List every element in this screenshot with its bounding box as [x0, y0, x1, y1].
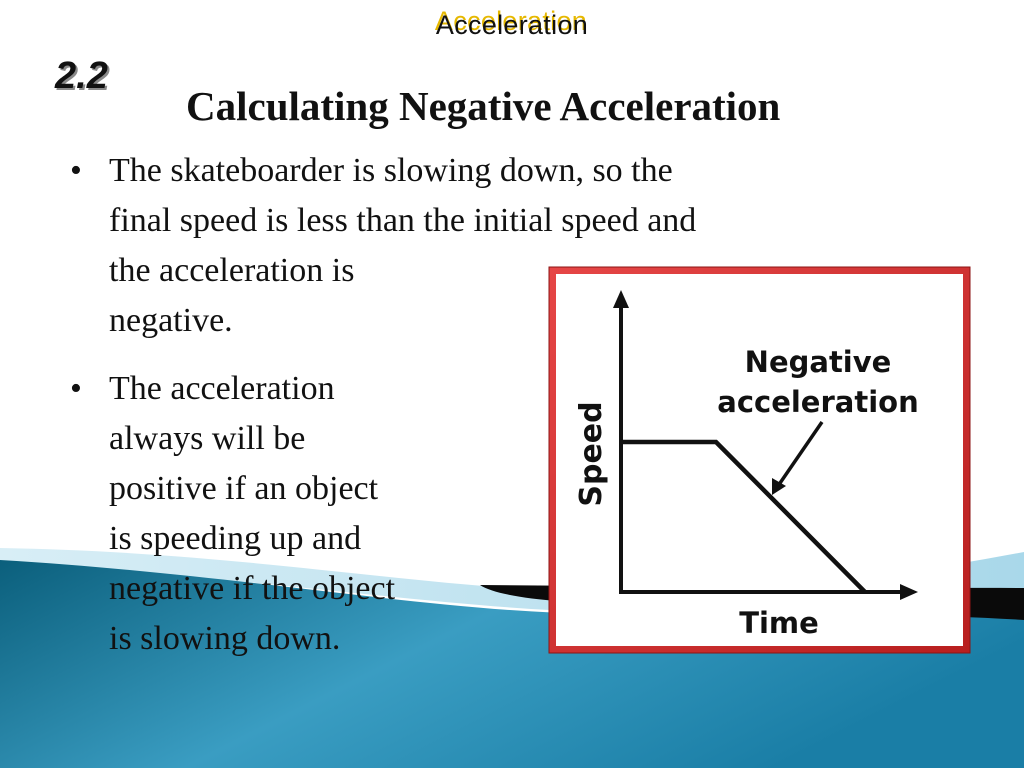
bullet-line: final speed is less than the initial speed and [109, 202, 697, 239]
bullet-line: is slowing down. [109, 620, 341, 657]
speed-time-graph [546, 264, 973, 656]
bullet-line: always will be [109, 420, 306, 457]
bullet-line: negative if the object [109, 570, 396, 607]
annotation-label-line: acceleration [717, 385, 919, 419]
annotation-label-line: Negative [744, 345, 892, 379]
header-title: Acceleration [435, 10, 589, 40]
bullet-marker: • [70, 370, 82, 407]
bullet-line: The skateboarder is slowing down, so the [109, 152, 673, 189]
bullet-line: negative. [109, 302, 233, 339]
bullet-text [109, 364, 395, 664]
bullet-line: the acceleration is [109, 252, 355, 289]
bullet-line: is speeding up and [109, 520, 362, 557]
bullet-line: positive if an object [109, 470, 379, 507]
x-axis-label: Time [739, 606, 819, 640]
slide-title: Calculating Negative Acceleration [186, 83, 781, 129]
section-number: 2.2 [55, 55, 108, 97]
y-axis-label: Speed [574, 401, 609, 507]
bullet-line: The acceleration [109, 370, 335, 407]
bullet-marker: • [70, 152, 82, 189]
